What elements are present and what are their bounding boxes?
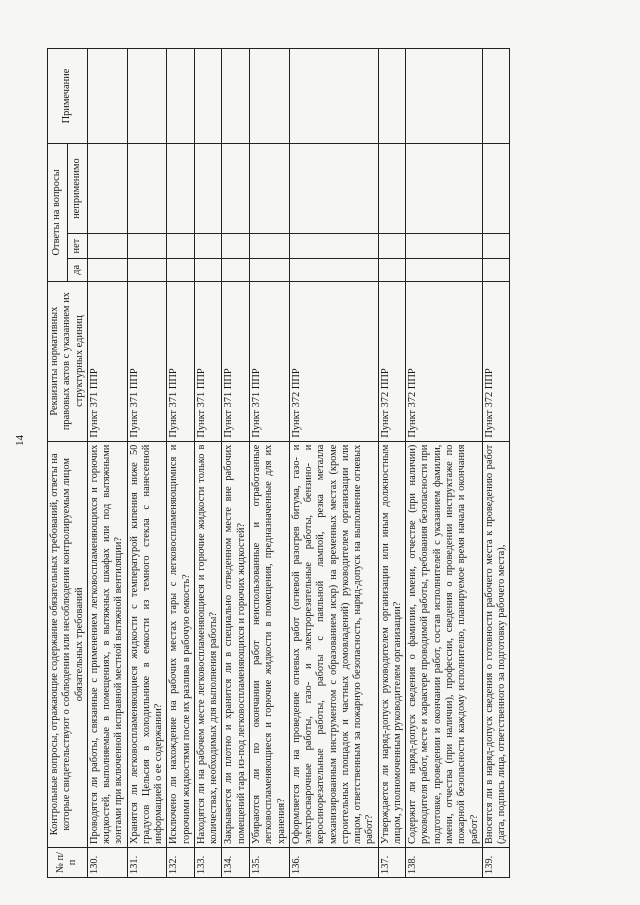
header-note: Примечание [48,49,88,144]
cell-yes [167,259,195,282]
header-num: № п/п [48,848,88,878]
cell-no [87,234,127,259]
row-number: 130. [87,848,127,878]
row-question: Исключено ли нахождение на рабочих местах тары с легковоспламеняющимися и горючими жидкостями после их разлива в рабочую емкость? [167,441,195,847]
cell-na [406,144,483,234]
cell-note [127,49,167,144]
cell-no [249,234,289,259]
row-number: 135. [249,848,289,878]
table-row [194,49,222,878]
cell-no [167,234,195,259]
cell-na [249,144,289,234]
header-row [48,49,68,878]
header-na: неприменимо [67,144,87,234]
row-ref: Пункт 371 ППР [249,281,289,441]
table-row [249,49,289,878]
row-number: 136. [289,848,378,878]
cell-yes [406,259,483,282]
cell-yes [289,259,378,282]
cell-no [289,234,378,259]
row-ref: Пункт 372 ППР [406,281,483,441]
cell-na [482,144,510,234]
row-question: Находятся ли на рабочем месте легковоспламеняющиеся и горючие жидкости только в количествах, необходимых для выполнения работы? [194,441,222,847]
row-question: Закрывается ли плотно и хранится ли в специально отведенном месте вне рабочих помещений тара из-под легковоспламеняющихся и горючих жидкостей? [222,441,250,847]
cell-no [194,234,222,259]
cell-no [406,234,483,259]
cell-yes [378,259,406,282]
table-row [378,49,406,878]
checklist-table [47,48,510,878]
cell-note [87,49,127,144]
cell-na [378,144,406,234]
row-number: 133. [194,848,222,878]
row-ref: Пункт 371 ППР [167,281,195,441]
table-row [406,49,483,878]
table-row [127,49,167,878]
row-ref: Пункт 371 ППР [127,281,167,441]
cell-na [167,144,195,234]
checklist-sheet [47,48,593,878]
row-ref: Пункт 372 ППР [289,281,378,441]
row-number: 131. [127,848,167,878]
cell-na [87,144,127,234]
table-row [222,49,250,878]
cell-note [222,49,250,144]
row-question: Хранятся ли легковоспламеняющиеся жидкости с температурой кипения ниже 50 градусов Цельсия в холодильнике в емкости из темного стекла с нанесенной информацией о ее содержании? [127,441,167,847]
header-yes: да [67,259,87,282]
row-number: 134. [222,848,250,878]
header-requisites: Реквизиты нормативных правовых актов с указанием их структурных единиц [48,281,88,441]
cell-no [482,234,510,259]
table-body [87,49,510,878]
row-number: 132. [167,848,195,878]
header-no: нет [67,234,87,259]
cell-na [289,144,378,234]
row-question: Утверждается ли наряд-допуск руководителем организации или иным должностным лицом, уполномоченным руководителем организации? [378,441,406,847]
row-ref: Пункт 372 ППР [378,281,406,441]
cell-note [406,49,483,144]
cell-na [222,144,250,234]
cell-yes [222,259,250,282]
cell-yes [87,259,127,282]
table-row [482,49,510,878]
cell-na [194,144,222,234]
row-question: Вносятся ли в наряд-допуск сведения о готовности рабочего места к проведению работ (дата, подпись лица, ответственного за подготовку рабочего места), [482,441,510,847]
row-question: Содержит ли наряд-допуск сведения о фамилии, имени, отчестве (при наличии) руководителя работ, месте и характере проводимой работы, требования безопасности при подготовке, проведении и окончании работ, состав исполнителей с указанием фамилии, имени, отчества (при наличии), профессии, сведения о проведении инструктаже по пожарной безопасности каждому исполнителю, планируемое время начала и окончания работ? [406,441,483,847]
row-ref: Пункт 371 ППР [87,281,127,441]
cell-na [127,144,167,234]
row-number: 137. [378,848,406,878]
cell-no [378,234,406,259]
page-number: 14 [14,435,26,446]
row-ref: Пункт 371 ППР [194,281,222,441]
cell-note [167,49,195,144]
row-number: 139. [482,848,510,878]
row-question: Убираются ли по окончании работ неиспользованные и отработанные легковоспламеняющиеся и горючие жидкости в помещения, предназначенные для их хранения? [249,441,289,847]
header-answers: Ответы на вопросы [48,144,68,282]
cell-yes [194,259,222,282]
cell-note [249,49,289,144]
cell-yes [482,259,510,282]
cell-note [194,49,222,144]
cell-yes [249,259,289,282]
row-number: 138. [406,848,483,878]
cell-note [378,49,406,144]
table-row [289,49,378,878]
row-ref: Пункт 372 ППР [482,281,510,441]
table-row [87,49,127,878]
cell-no [127,234,167,259]
table-row [167,49,195,878]
cell-note [289,49,378,144]
cell-note [482,49,510,144]
cell-yes [127,259,167,282]
row-question: Проводятся ли работы, связанные с применением легковоспламеняющихся и горючих жидкостей, выполняемые в помещениях, в вытяжных шкафах или под вытяжными зонтами при включенной исправной местной вытяжной вентиляции? [87,441,127,847]
row-question: Оформляется ли на проведение огневых работ (огневой разогрев битума, газо- и электросварочные работы, газо- и электрорезательные работы, бензино- и керосинорезательные работы, работы с паяльной лампой, резка металла механизированным инструментом с образованием искр) на временных местах (кроме строительных площадок и частных домовладений) руководителем организации или лицом, ответственным за пожарную безопасность, наряд-допуск на выполнение огневых работ? [289,441,378,847]
header-question: Контрольные вопросы, отражающие содержание обязательных требований, ответы на которые свидетельствуют о соблюдении или несоблюдении контролируемым лицом обязательных требований [48,441,88,847]
row-ref: Пункт 371 ППР [222,281,250,441]
cell-no [222,234,250,259]
